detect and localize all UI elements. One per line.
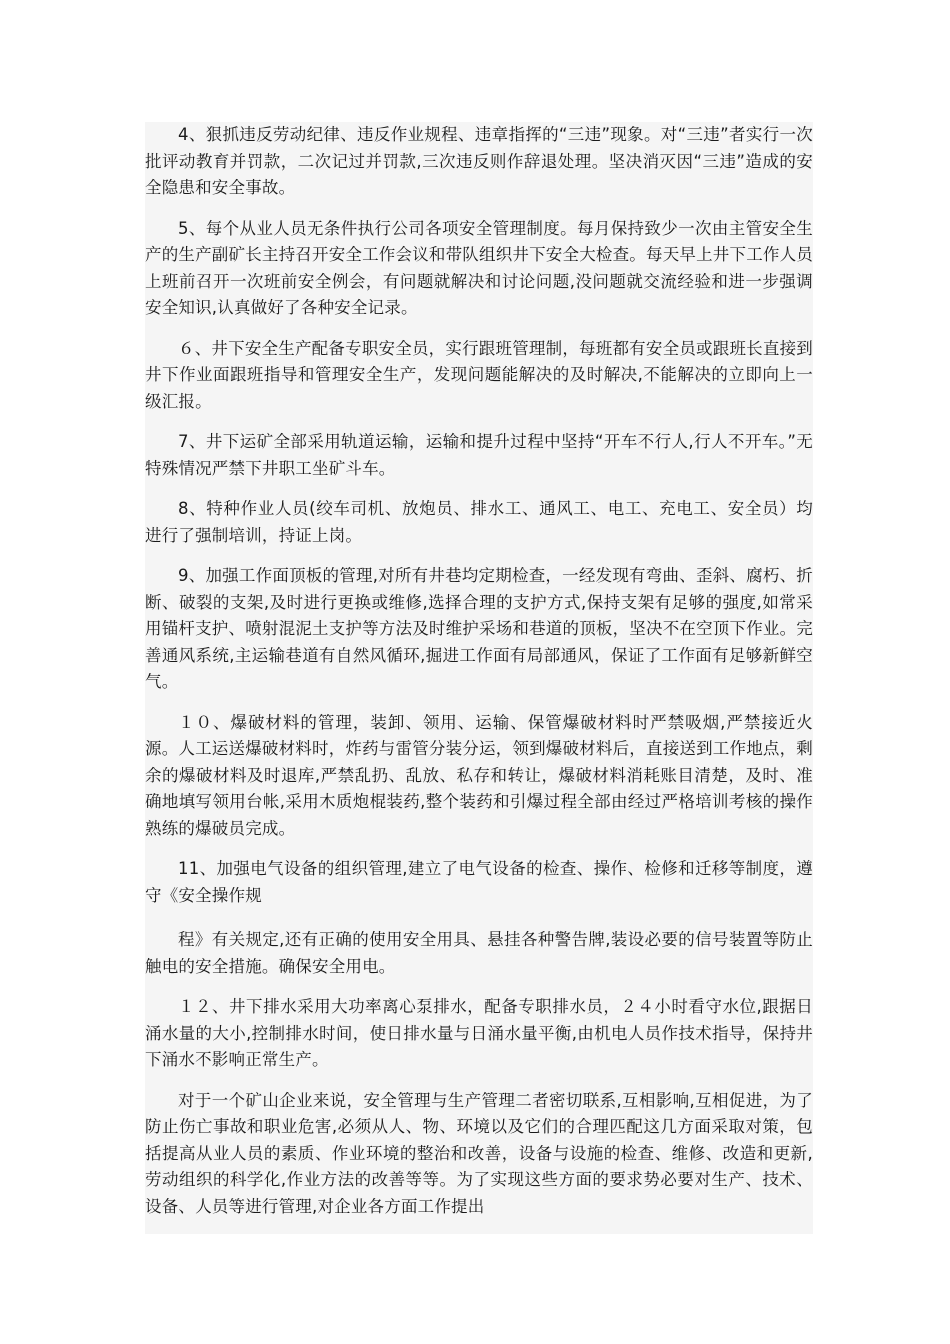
paragraph-item-11-continued: 程》有关规定,还有正确的使用安全用具、悬挂各种警告牌,装设必要的信号装置等防止触电的安全措施。确保安全用电。 <box>145 930 813 976</box>
paragraph-item-12: １２、井下排水采用大功率离心泵排水，配备专职排水员，２４小时看守水位,跟据日涌水量的大小,控制排水时间，使日排水量与日涌水量平衡,由机电人员作技术指导，保持井下涌水不影响正常生产。 <box>145 997 813 1069</box>
paragraph-item-5: 5、每个从业人员无条件执行公司各项安全管理制度。每月保持致少一次由主管安全生产的生产副矿长主持召开安全工作会议和带队组织井下安全大检查。每天早上井下工作人员上班前召开一次班前安全例会，有问题就解决和讨论问题,没问题就交流经验和进一步强调安全知识,认真做好了各种安全记录。 <box>145 218 813 317</box>
paragraph-item-8: 8、特种作业人员(绞车司机、放炮员、排水工、通风工、电工、充电工、安全员）均进行了强制培训，持证上岗。 <box>145 499 813 545</box>
paragraph-item-9: 9、加强工作面顶板的管理,对所有井巷均定期检查，一经发现有弯曲、歪斜、腐朽、折断、破裂的支架,及时进行更换或维修,选择合理的支护方式,保持支架有足够的强度,如常采用锚杆支护、喷射混泥土支护等方法及时维护采场和巷道的顶板，坚决不在空顶下作业。完善通风系统,主运输巷道有自然风循环,掘进工作面有局部通风，保证了工作面有足够新鲜空气。 <box>145 566 813 691</box>
paragraph-item-4: 4、狠抓违反劳动纪律、违反作业规程、违章指挥的“三违”现象。对“三违”者实行一次批评动教育并罚款，二次记过并罚款,三次违反则作辞退处理。坚决消灭因“三违”造成的安全隐患和安全事故。 <box>145 125 813 197</box>
paragraph-item-6: ６、井下安全生产配备专职安全员，实行跟班管理制，每班都有安全员或跟班长直接到井下作业面跟班指导和管理安全生产，发现问题能解决的及时解决,不能解决的立即向上一级汇报。 <box>145 338 813 411</box>
paragraph-item-7: 7、井下运矿全部采用轨道运输，运输和提升过程中坚持“开车不行人,行人不开车。”无特殊情况严禁下井职工坐矿斗车。 <box>145 432 813 478</box>
paragraph-summary: 对于一个矿山企业来说，安全管理与生产管理二者密切联系,互相影响,互相促进，为了防止伤亡事故和职业危害,必须从人、物、环境以及它们的合理匹配这几方面采取对策，包括提高从业人员的素质、作业环境的整治和改善，设备与设施的检查、维修、改造和更新,劳动组织的科学化,作业方法的改善等等。为了实现这些方面的要求势必要对生产、技术、设备、人员等进行管理,对企业各方面工作提出 <box>145 1090 813 1216</box>
document-body <box>145 122 813 1234</box>
paragraph-item-10: １０、爆破材料的管理，装卸、领用、运输、保管爆破材料时严禁吸烟,严禁接近火源。人工运送爆破材料时，炸药与雷管分装分运，领到爆破材料后，直接送到工作地点，剩余的爆破材料及时退库,严禁乱扔、乱放、私存和转让，爆破材料消耗账目清楚，及时、准确地填写领用台帐,采用木质炮棍装药,整个装药和引爆过程全部由经过严格培训考核的操作熟练的爆破员完成。 <box>145 712 813 838</box>
paragraph-item-11: 11、加强电气设备的组织管理,建立了电气设备的检查、操作、检修和迁移等制度，遵守《安全操作规 <box>145 859 813 905</box>
